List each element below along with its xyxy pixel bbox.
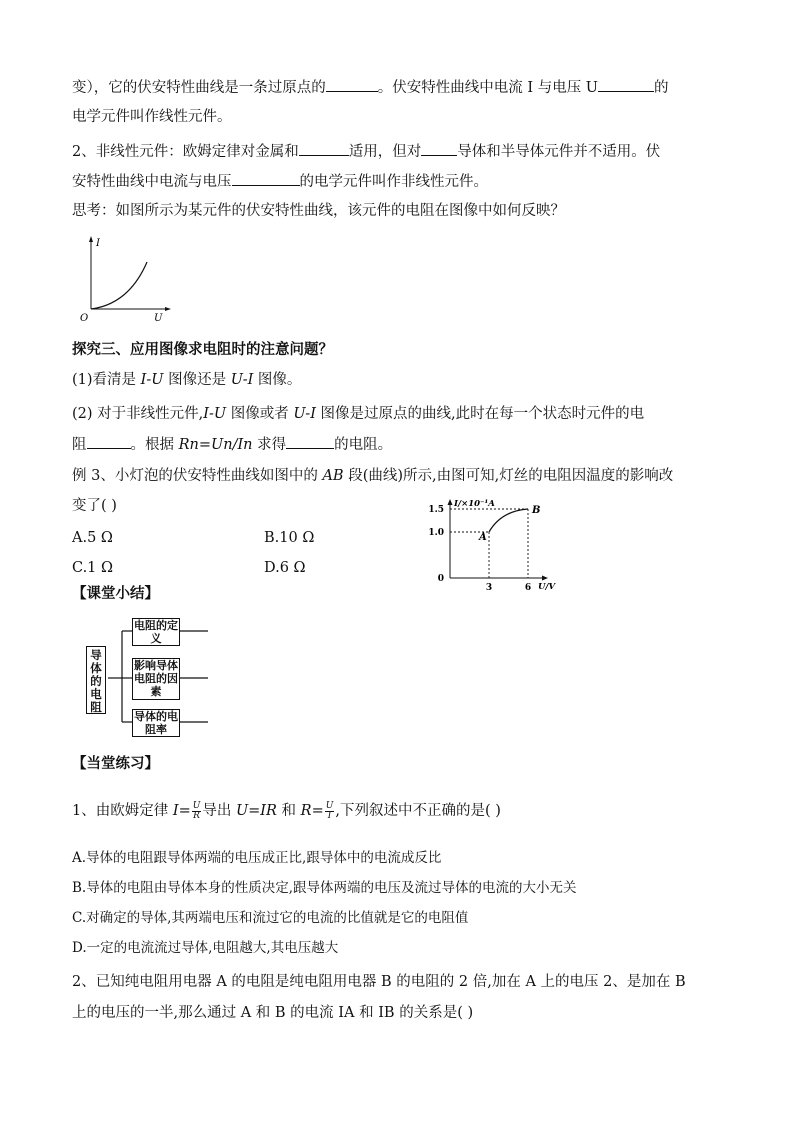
- text-segment: R=: [300, 803, 324, 819]
- iu-curve: [91, 262, 147, 309]
- fraction-u-over-r: [192, 802, 202, 821]
- practice-q2-line2: 上的电压的一半,那么通过 A 和 B 的电流 IA 和 IB 的关系是( ): [72, 1005, 474, 1021]
- point-a-label: A: [479, 532, 487, 543]
- fill-blank: [326, 77, 378, 92]
- x-tick-label: 3: [485, 583, 493, 593]
- text-segment: 图像或者: [226, 406, 294, 422]
- resistance-formula: Rn=Un/In: [178, 437, 253, 453]
- text-segment: U=IR: [235, 803, 277, 819]
- summary-mindmap: [84, 616, 214, 740]
- x-axis-arrow: [542, 576, 548, 581]
- section3-title: 探究三、应用图像求电阻时的注意问题？: [72, 341, 333, 358]
- text-segment: (2) 对于非线性元件,: [72, 406, 204, 422]
- mindmap-root: 导体的电阻: [86, 646, 106, 714]
- text-segment: U-I: [230, 372, 254, 388]
- text-segment: 变），它的伏安特性曲线是一条过原点的: [72, 80, 326, 96]
- text-line-3: [72, 141, 660, 162]
- text-segment: 导出: [202, 803, 236, 819]
- q1-option-a: A.导体的电阻跟导体两端的电压成正比,跟导体中的电流成反比: [72, 850, 442, 866]
- text-segment: I-U: [203, 406, 227, 422]
- text-segment: 安特性曲线中电流与电压: [72, 174, 232, 190]
- origin-label: O: [80, 313, 89, 324]
- text-segment: 图像还是: [163, 372, 231, 388]
- text-segment: 1、由欧姆定律: [72, 803, 173, 819]
- x-axis-label: U/V: [538, 582, 556, 592]
- text-segment: 适用，但对: [348, 144, 422, 160]
- fill-blank: [232, 171, 300, 186]
- text-segment: AB: [322, 468, 344, 484]
- mindmap-branch-factors: 影响导体电阻的因素: [134, 659, 178, 698]
- text-line-4: [72, 171, 488, 192]
- fill-blank: [286, 434, 334, 449]
- example3-line1: [72, 466, 673, 486]
- y-axis-label: I/×10⁻¹A: [454, 499, 495, 509]
- text-segment: ,下列叙述中不正确的是( ): [335, 803, 501, 819]
- text-line-1: [72, 77, 669, 98]
- text-segment: I-U: [140, 372, 164, 388]
- y-tick-label: 1.0: [428, 528, 444, 538]
- example3-iu-chart: [420, 494, 570, 594]
- text-segment: 的电阻。: [334, 437, 393, 453]
- example3-line2: 变了( ): [72, 498, 117, 514]
- fill-blank: [87, 434, 131, 449]
- fraction-denominator: R: [193, 810, 200, 821]
- fraction-u-over-i: [325, 802, 335, 821]
- q1-option-c: C.对确定的导体,其两端电压和流过它的电流的比值就是它的电阻值: [72, 910, 469, 926]
- text-segment: 2、非线性元件：欧姆定律对金属和: [72, 144, 299, 160]
- mindmap-branch-definition: 电阻的定义: [134, 619, 178, 645]
- practice-title: 【当堂练习】: [72, 755, 159, 772]
- text-segment: 阻: [72, 437, 87, 453]
- think-question: 思考：如图所示为某元件的伏安特性曲线，该元件的电阻在图像中如何反映？: [72, 203, 565, 219]
- x-tick-label: 6: [524, 583, 532, 593]
- y-axis-arrow: [89, 236, 93, 242]
- option-b: B.10 Ω: [264, 530, 315, 546]
- text-segment: 和: [276, 803, 301, 819]
- q1-option-d: D.一定的电流流过导体,电阻越大,其电压越大: [72, 940, 339, 956]
- fill-blank: [421, 141, 457, 156]
- fraction-numerator: U: [192, 800, 201, 811]
- fill-blank: [299, 141, 349, 156]
- section3-point2: [72, 404, 644, 424]
- text-segment: U-I: [293, 406, 316, 422]
- option-c: C.1 Ω: [72, 560, 114, 576]
- text-segment: 段(曲线)所示,由图可知,灯丝的电阻因温度的影响改: [343, 468, 674, 484]
- text-segment: 求得: [252, 437, 287, 453]
- text-line-2: 电学元件叫作线性元件。: [72, 109, 232, 125]
- text-segment: 图像是过原点的曲线,此时在每一个状态时元件的电: [315, 406, 645, 422]
- fraction-numerator: U: [325, 800, 334, 811]
- text-segment: (1)看清是: [72, 372, 141, 388]
- option-d: D.6 Ω: [264, 560, 306, 576]
- section3-point1: [72, 370, 301, 390]
- text-segment: 导体和半导体元件并不适用。伏: [457, 144, 661, 160]
- option-a: A.5 Ω: [72, 530, 113, 546]
- y-tick-label: 1.5: [428, 505, 444, 515]
- y-axis-label: I: [96, 238, 100, 249]
- y-tick-label: 0: [437, 574, 444, 584]
- text-segment: 的: [654, 80, 669, 96]
- x-axis-arrow: [165, 307, 171, 311]
- x-axis-label: U: [154, 313, 163, 324]
- text-segment: 图像。: [253, 372, 302, 388]
- small-iu-graph: [74, 232, 174, 324]
- text-segment: 的电学元件叫作非线性元件。: [299, 174, 488, 190]
- practice-q1: [72, 800, 501, 822]
- fill-blank: [598, 77, 654, 92]
- y-axis-arrow: [448, 499, 453, 505]
- text-segment: I=: [172, 803, 191, 819]
- ab-curve: [489, 509, 528, 532]
- text-segment: 例 3、小灯泡的伏安特性曲线如图中的: [72, 468, 323, 484]
- fraction-denominator: I: [327, 810, 332, 821]
- q1-option-b: B.导体的电阻由导体本身的性质决定,跟导体两端的电压及流过导体的电流的大小无关: [72, 880, 577, 896]
- text-segment: 。伏安特性曲线中电流 I 与电压 U: [377, 80, 599, 96]
- point-b-label: B: [532, 505, 541, 516]
- mindmap-branch-resistivity: 导体的电阻率: [134, 710, 178, 736]
- summary-title: 【课堂小结】: [72, 585, 159, 602]
- section3-point2-cont: [72, 434, 392, 455]
- text-segment: 。根据: [130, 437, 179, 453]
- practice-q2-line1: 2、已知纯电阻用电器 A 的电阻是纯电阻用电器 B 的电阻的 2 倍,加在 A 上的电压 2、是加在 B: [72, 974, 686, 990]
